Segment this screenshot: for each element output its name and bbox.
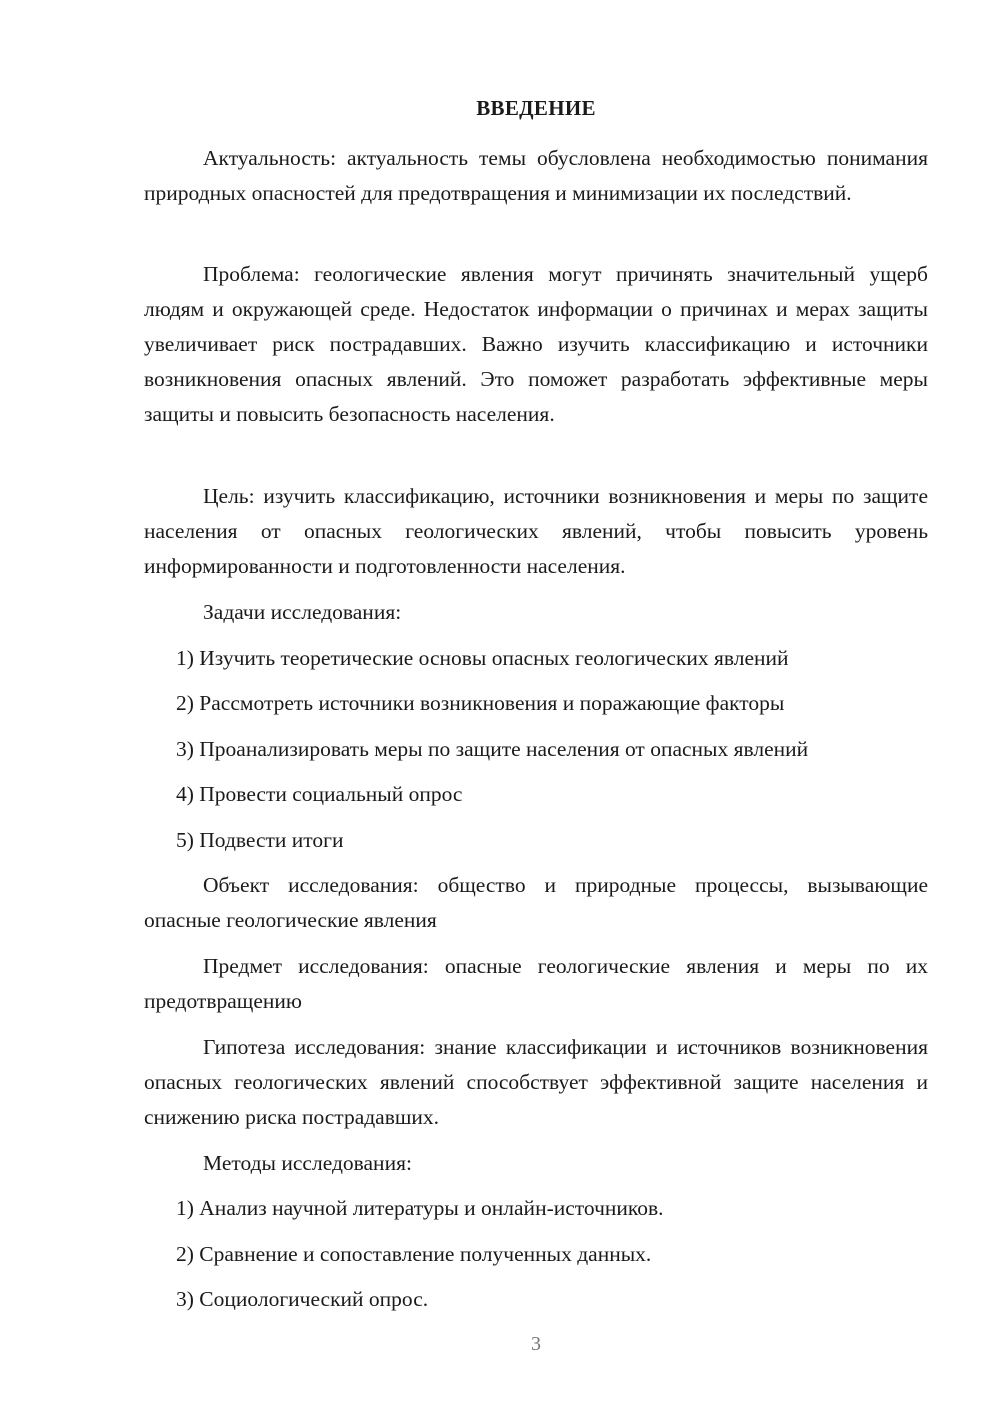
- goal-paragraph: Цель: изучить классификацию, источники возникновения и меры по защите населения от опасных геологических явлений, чтобы повысить уровень информированности и подготовленности населения.: [144, 484, 928, 578]
- object-paragraph: Объект исследования: общество и природные процессы, вызывающие опасные геологические явления: [144, 873, 928, 932]
- task-item-3: 3) Проанализировать меры по защите населения от опасных явлений: [176, 737, 809, 761]
- page-title: ВВЕДЕНИЕ: [476, 96, 596, 120]
- methods-heading: Методы исследования:: [203, 1151, 412, 1175]
- method-item-3: 3) Социологический опрос.: [176, 1287, 429, 1311]
- task-item-4: 4) Провести социальный опрос: [176, 782, 463, 806]
- hypothesis-paragraph: Гипотеза исследования: знание классификации и источников возникновения опасных геологических явлений способствует эффективной защите населения и снижению риска пострадавших.: [144, 1035, 928, 1129]
- relevance-paragraph: Актуальность: актуальность темы обусловлена необходимостью понимания природных опасностей для предотвращения и минимизации их последствий.: [144, 146, 928, 205]
- tasks-heading: Задачи исследования:: [203, 600, 402, 624]
- task-item-1: 1) Изучить теоретические основы опасных геологических явлений: [176, 646, 789, 670]
- page-number: 3: [531, 1333, 541, 1355]
- method-item-1: 1) Анализ научной литературы и онлайн-источников.: [176, 1196, 664, 1220]
- subject-paragraph: Предмет исследования: опасные геологические явления и меры по их предотвращению: [144, 954, 928, 1013]
- problem-paragraph: Проблема: геологические явления могут причинять значительный ущерб людям и окружающей среде. Недостаток информации о причинах и мерах защиты увеличивает риск пострадавших. Важно изучить классификацию и источники возникновения опасных явлений. Это поможет разработать эффективные меры защиты и повысить безопасность населения.: [144, 262, 928, 426]
- task-item-5: 5) Подвести итоги: [176, 828, 344, 852]
- task-item-2: 2) Рассмотреть источники возникновения и поражающие факторы: [176, 691, 785, 715]
- method-item-2: 2) Сравнение и сопоставление полученных данных.: [176, 1242, 652, 1266]
